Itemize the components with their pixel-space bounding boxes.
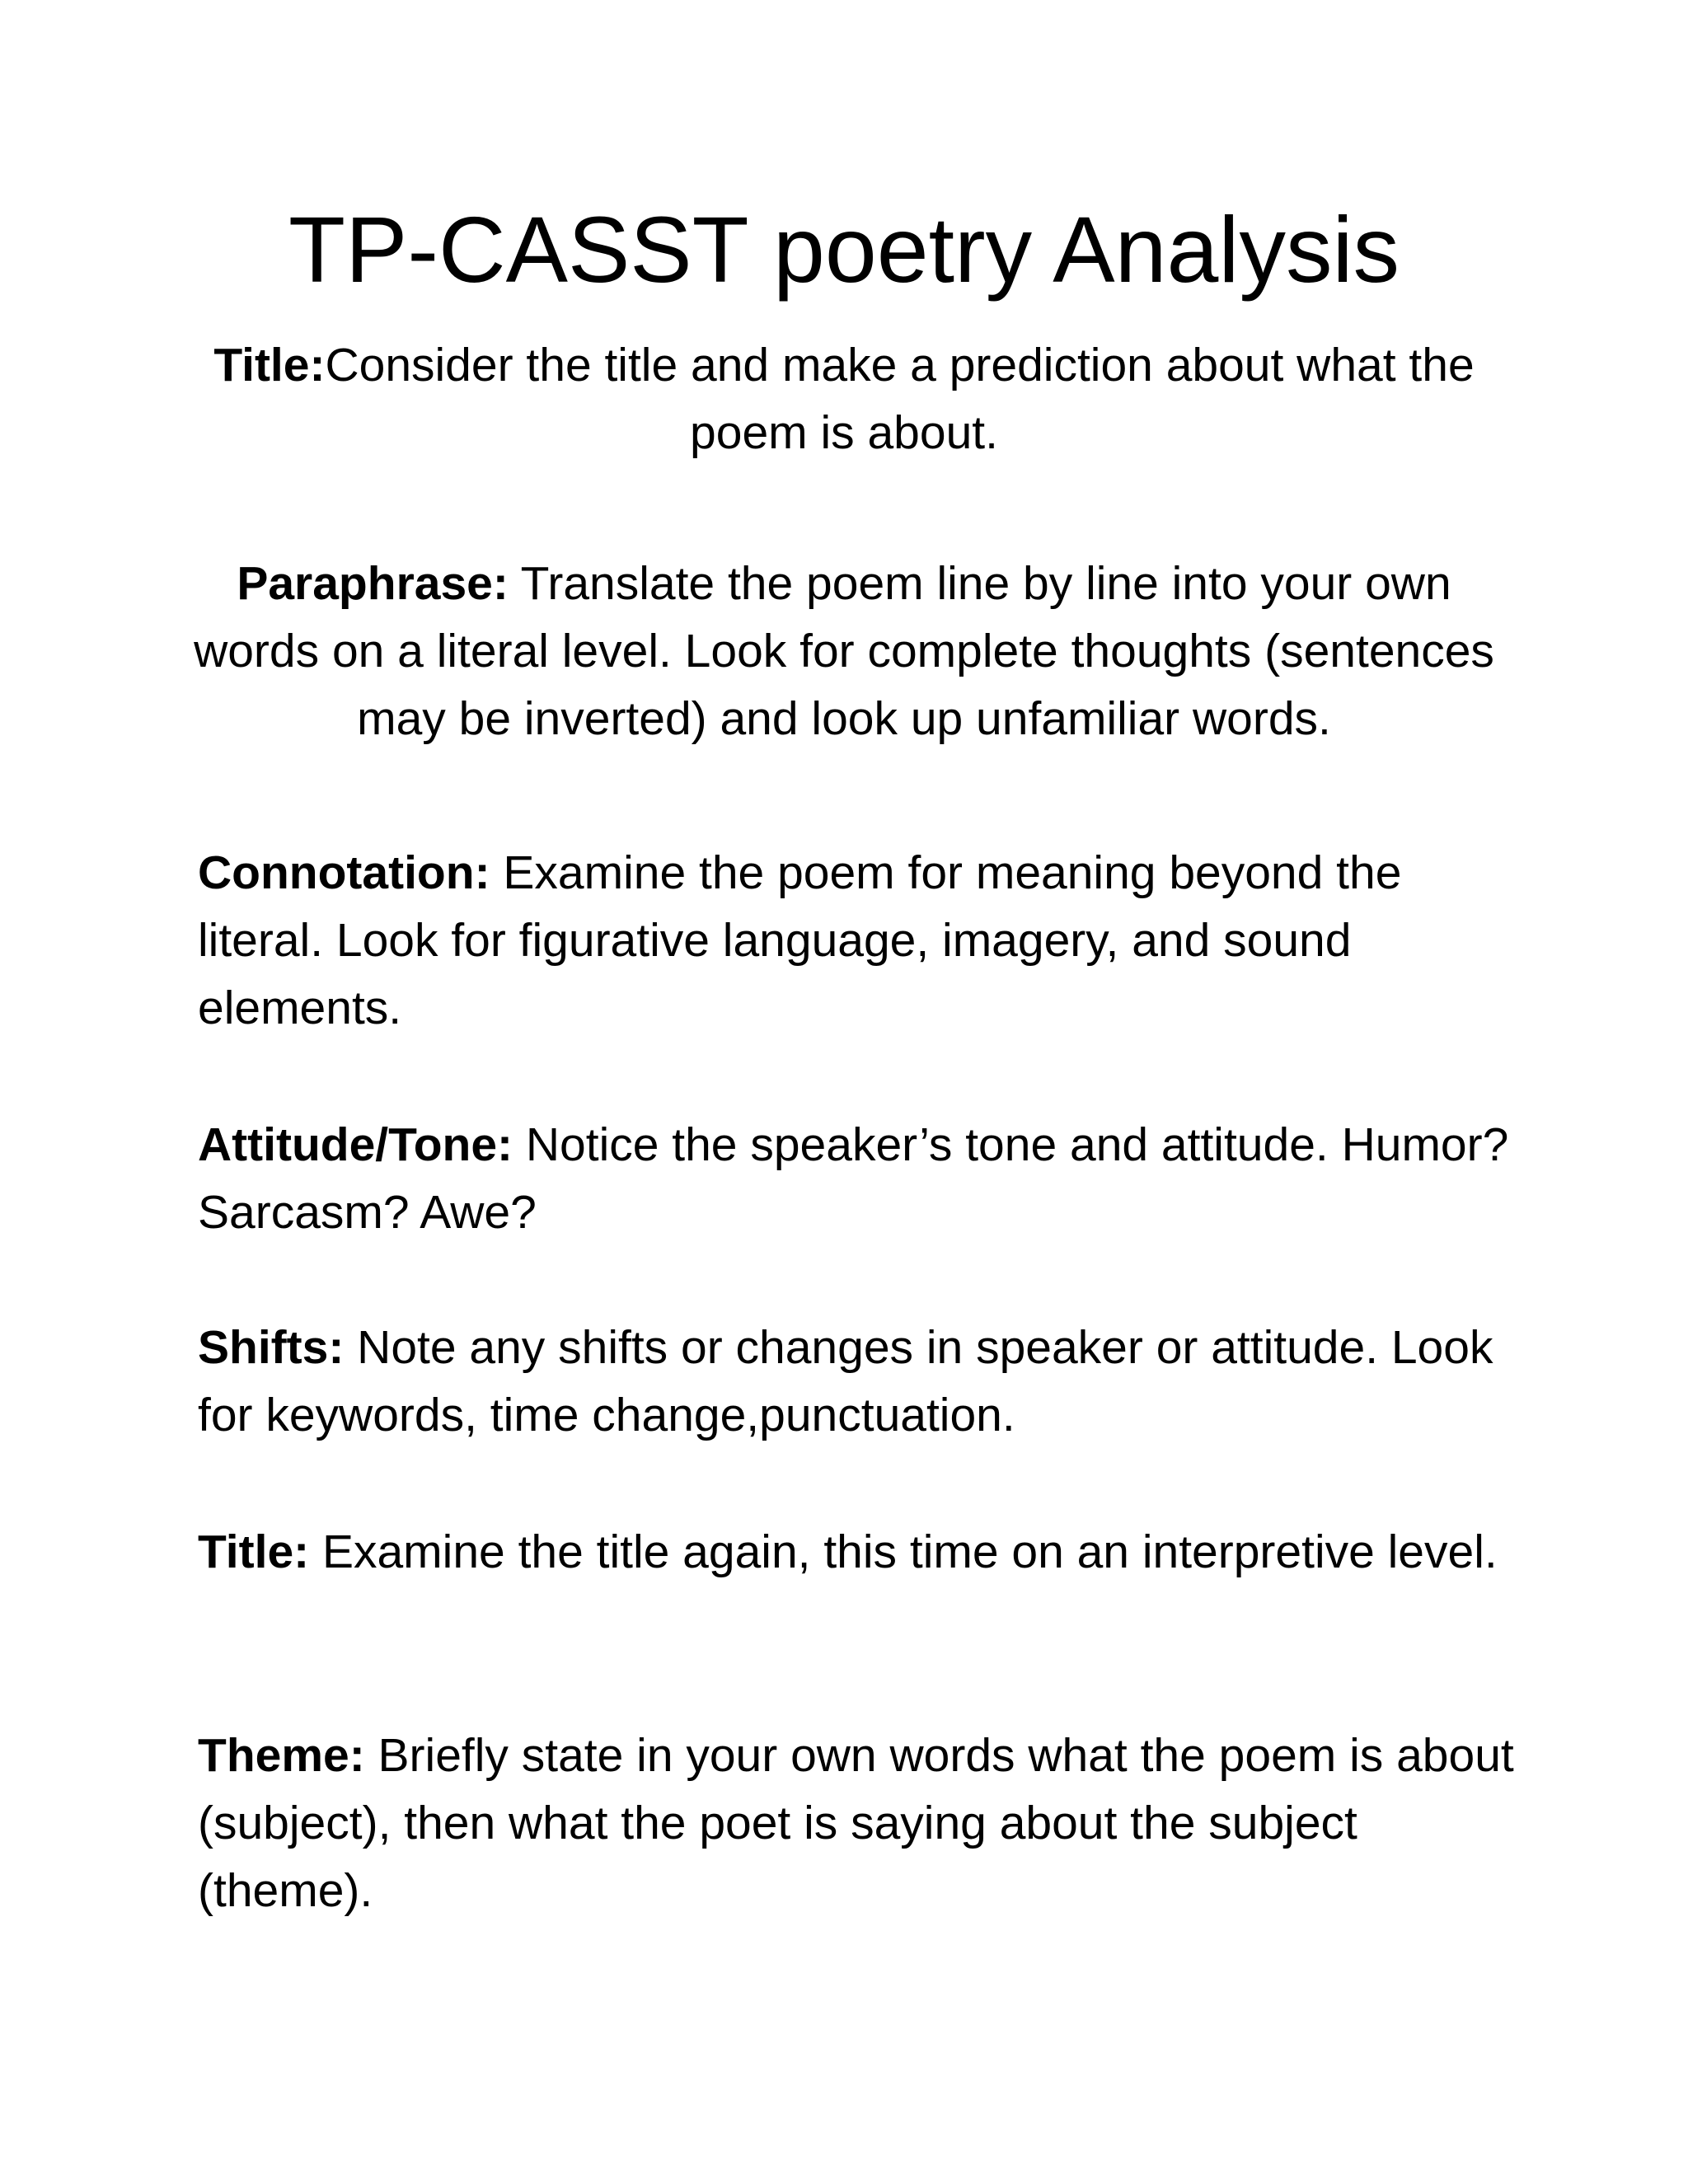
section-label: Shifts:: [198, 1321, 345, 1374]
section-paraphrase: [190, 550, 1498, 752]
section-title-interpretive: [198, 1518, 1517, 1586]
section-label: Title:: [213, 339, 326, 391]
section-label: Theme:: [198, 1729, 365, 1782]
section-title-prediction: [198, 331, 1490, 466]
section-attitude-tone: [198, 1111, 1517, 1246]
section-label: Title:: [198, 1526, 310, 1578]
section-theme: [198, 1722, 1517, 1924]
section-text: Notice the speaker’s tone and attitude. Humor? Sarcasm? Awe?: [198, 1118, 1509, 1239]
section-text: Note any shifts or changes in speaker or attitude. Look for keywords, time change,punctuation.: [198, 1321, 1493, 1441]
section-label: Connotation:: [198, 846, 490, 899]
page-title: TP-CASST poetry Analysis: [288, 198, 1400, 302]
section-text: Examine the title again, this time on an interpretive level.: [309, 1526, 1498, 1578]
section-text: Consider the title and make a prediction about what the poem is about.: [325, 339, 1475, 459]
section-text: Translate the poem line by line into your own words on a literal level. Look for complete thoughts (sentences may be inverted) and look up unfamiliar words.: [194, 557, 1494, 745]
section-label: Paraphrase:: [237, 557, 509, 610]
section-text: Briefly state in your own words what the poem is about (subject), then what the poet is saying about the subject (theme).: [198, 1729, 1514, 1917]
section-label: Attitude/Tone:: [198, 1118, 513, 1171]
section-connotation: [198, 839, 1517, 1042]
section-text: Examine the poem for meaning beyond the literal. Look for figurative language, imagery, and sound elements.: [198, 846, 1402, 1034]
section-shifts: [198, 1314, 1517, 1449]
